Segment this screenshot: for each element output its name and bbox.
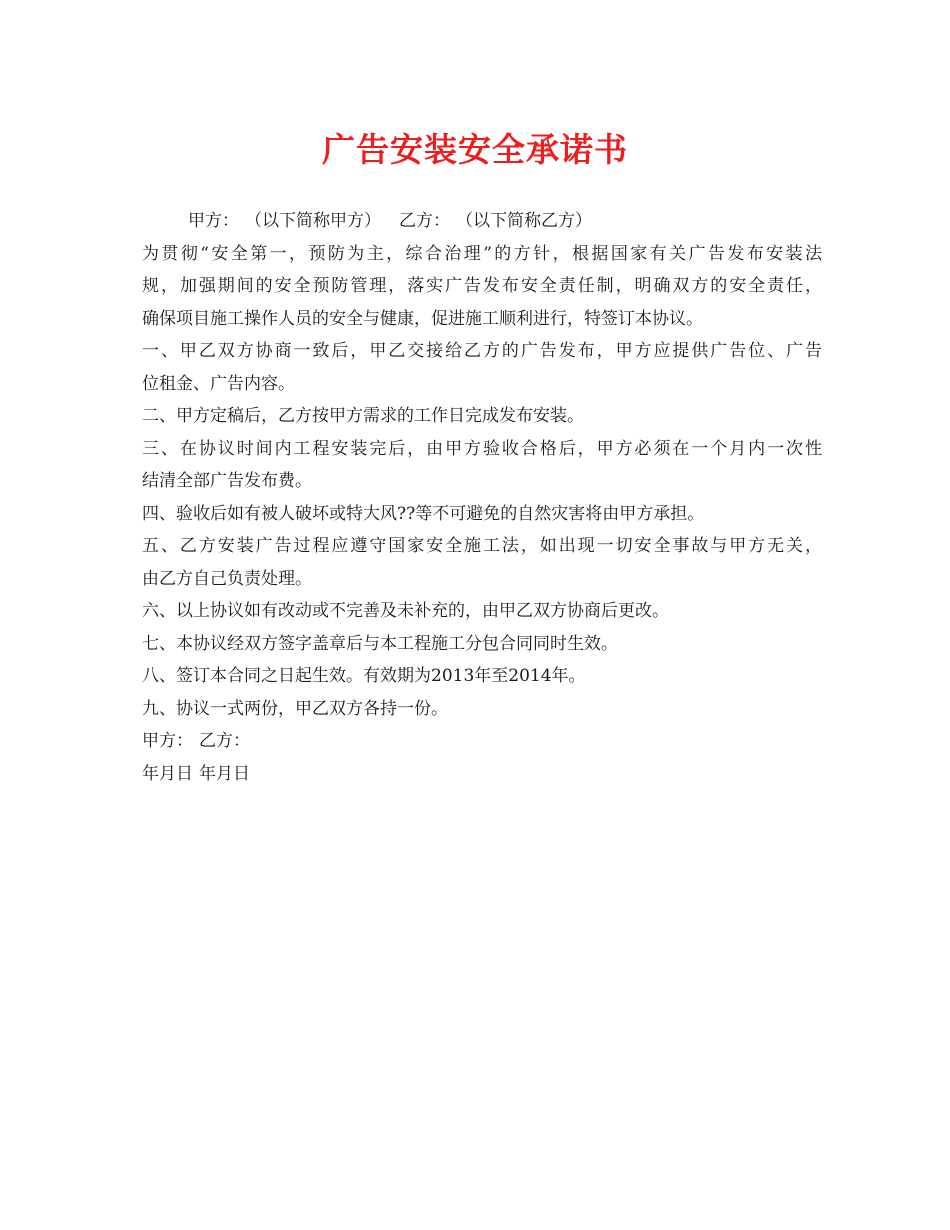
- party-a-label: 甲方：: [188, 211, 239, 231]
- clause-9: [142, 693, 822, 726]
- clause-line: 二、甲方定稿后，乙方按甲方需求的工作日完成发布安装。: [142, 406, 584, 426]
- clause-line: 位租金、广告内容。: [142, 373, 295, 394]
- clause-2: [142, 400, 822, 433]
- signature-party-a: 甲方：: [142, 731, 193, 751]
- intro-paragraph: [142, 238, 822, 336]
- clause-line: 四、验收后如有被人破坏或特大风??等不可避免的自然灾害将由甲方承担。: [142, 503, 705, 524]
- clause-line: 三、在协议时间内工程安装完后，由甲方验收合格后，甲方必须在一个月内一次性: [142, 438, 822, 459]
- intro-line: 规，加强期间的安全预防管理，落实广告发布安全责任制，明确双方的安全责任，: [142, 276, 822, 296]
- intro-line: 为贯彻“安全第一，预防为主，综合治理”的方针，根据国家有关广告发布安装法: [142, 243, 822, 264]
- parties-line: [142, 205, 822, 238]
- clause-line: 由乙方自己负责处理。: [142, 568, 312, 589]
- document-body: [142, 205, 822, 790]
- clause-6: [142, 595, 822, 628]
- signature-dates: [142, 758, 822, 791]
- intro-line: 确保项目施工操作人员的安全与健康，促进施工顺利进行，特签订本协议。: [142, 308, 703, 329]
- clause-line: 七、本协议经双方签字盖章后与本工程施工分包合同同时生效。: [142, 633, 618, 654]
- clause-4: [142, 498, 822, 531]
- party-a-note: （以下简称甲方）: [245, 211, 381, 231]
- party-b-note: （以下简称乙方）: [456, 211, 592, 231]
- clause-line: 一、甲乙双方协商一致后，甲乙交接给乙方的广告发布，甲方应提供广告位、广告: [142, 341, 822, 361]
- clause-line: 九、协议一式两份，甲乙双方各持一份。: [142, 698, 448, 719]
- document-title: 广告安装安全承诺书: [322, 130, 628, 169]
- clause-line: 八、签订本合同之日起生效。有效期为2013年至2014年。: [142, 666, 586, 686]
- party-b-label: 乙方：: [399, 211, 450, 231]
- clause-line: 六、以上协议如有改动或不完善及未补充的，由甲乙双方协商后更改。: [142, 601, 669, 621]
- clause-8: [142, 660, 822, 693]
- clause-5: [142, 530, 822, 595]
- clause-line: 结清全部广告发布费。: [142, 471, 312, 491]
- clause-3: [142, 433, 822, 498]
- clause-7: [142, 628, 822, 661]
- clause-1: [142, 335, 822, 400]
- signature-party-b: 乙方：: [199, 731, 250, 751]
- signature-date-a: 年月日: [142, 763, 193, 784]
- clause-line: 五、乙方安装广告过程应遵守国家安全施工法，如出现一切安全事故与甲方无关，: [142, 536, 822, 556]
- signature-date-b: 年月日: [199, 763, 250, 784]
- signature-parties: [142, 725, 822, 758]
